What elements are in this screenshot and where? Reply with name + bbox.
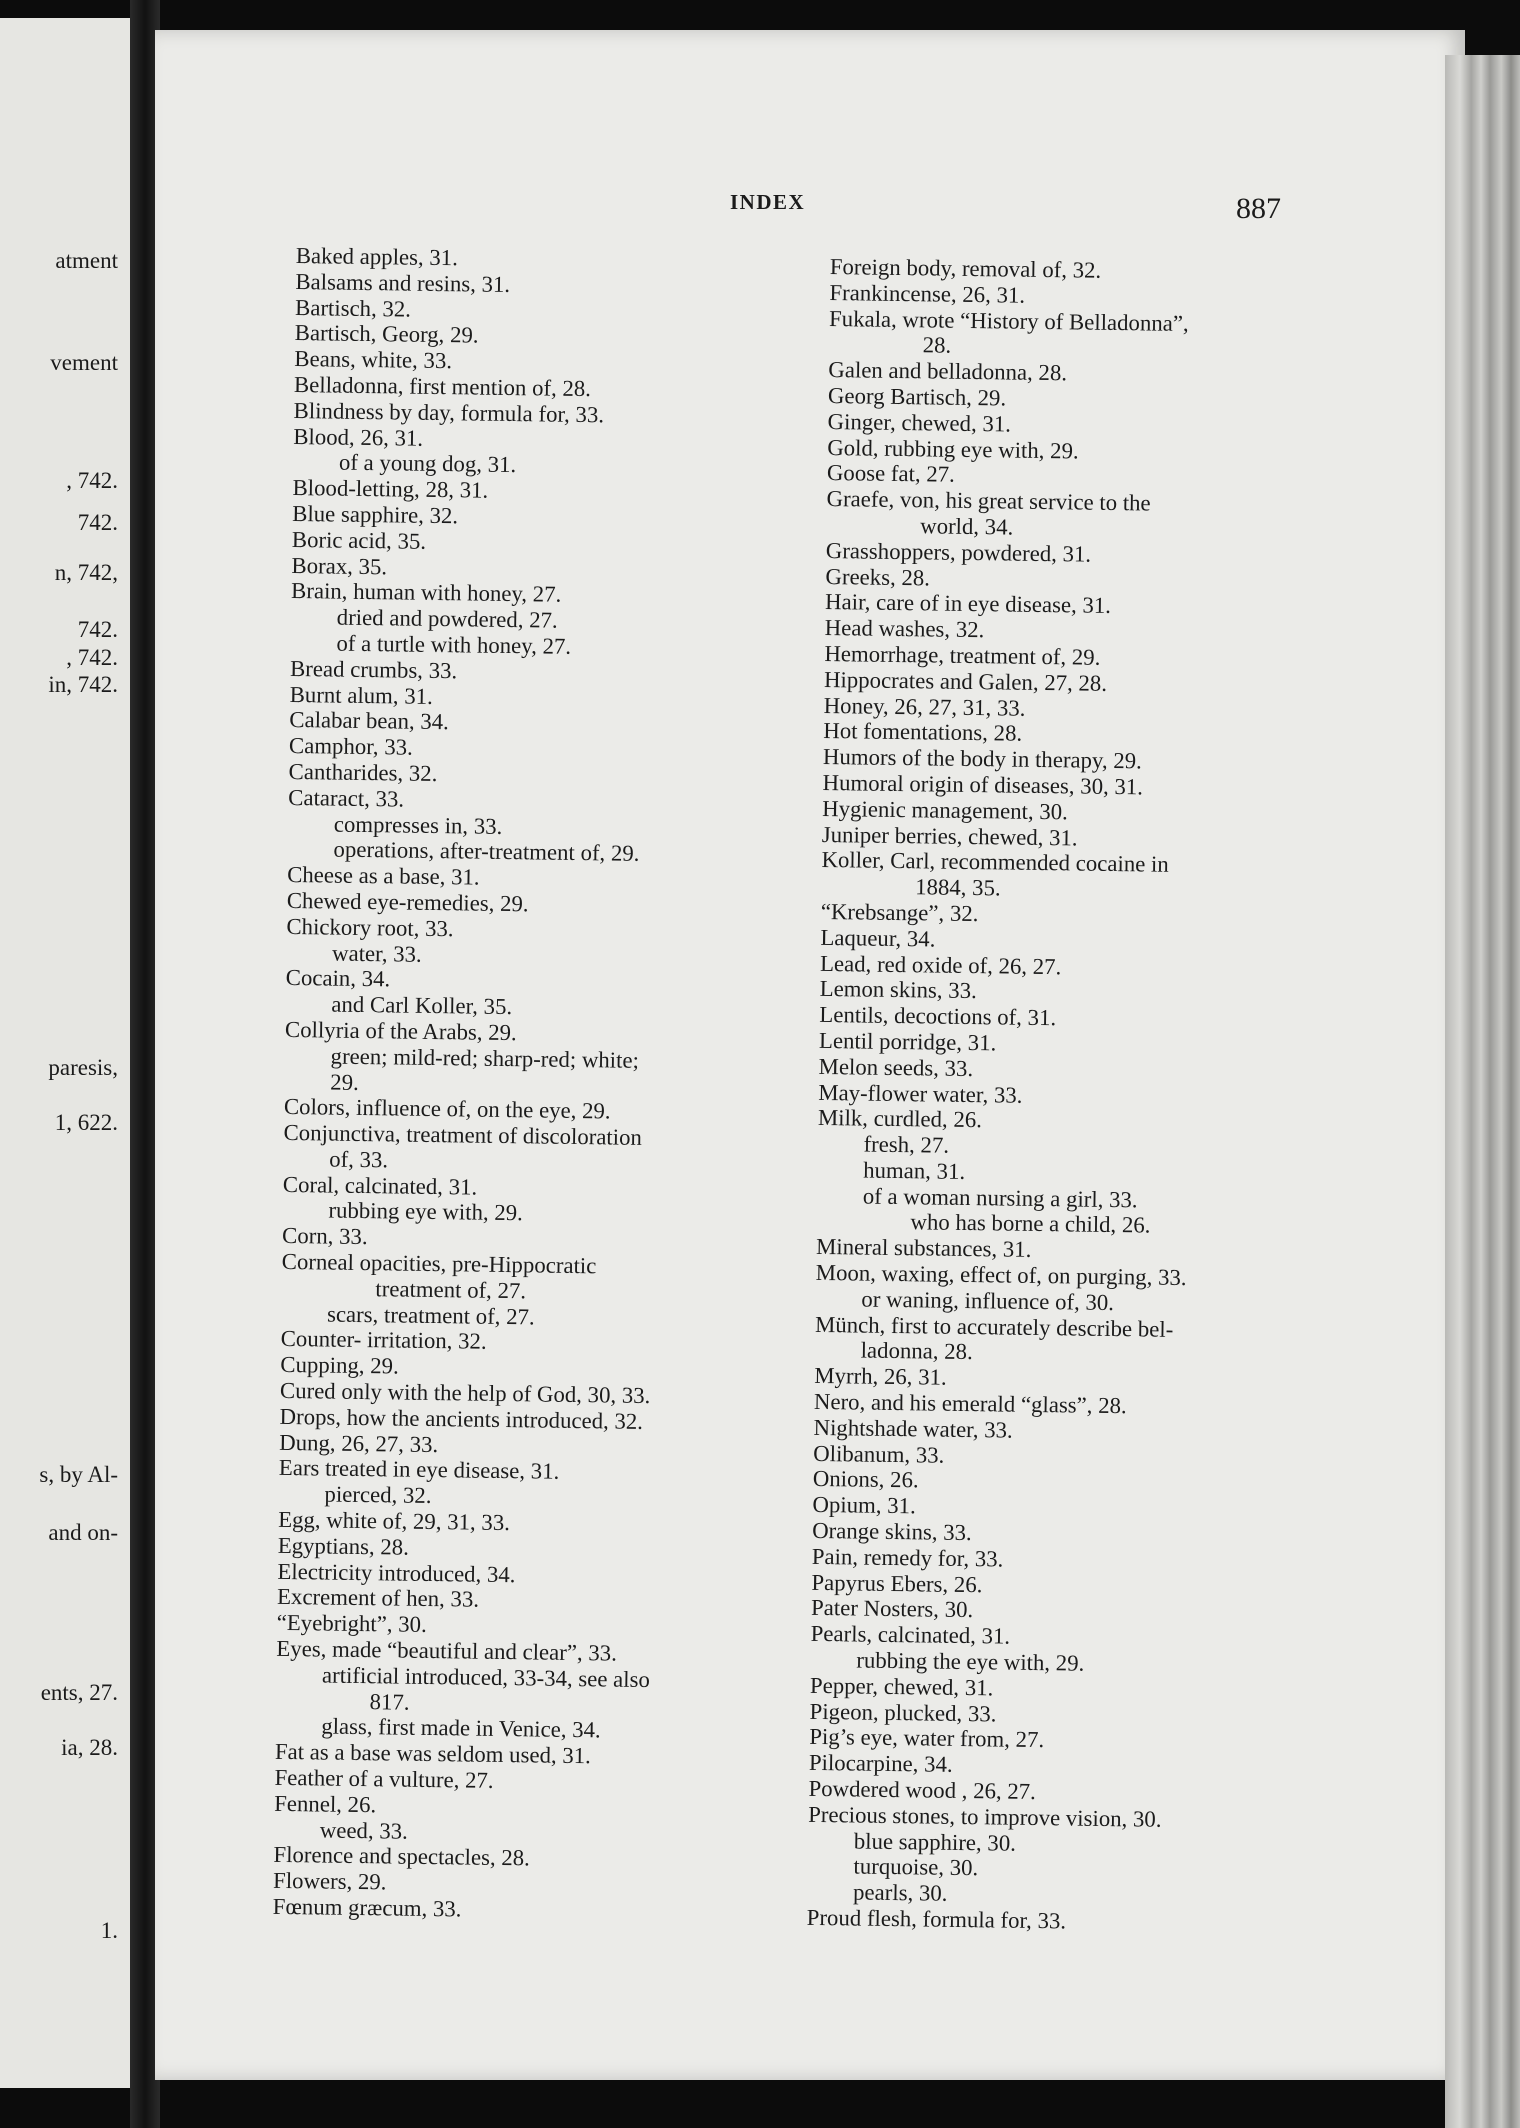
index-subentry: treatment of, 27. <box>375 1276 527 1304</box>
index-entry: Counter- irritation, 32. <box>280 1326 487 1355</box>
index-entry: Pig’s eye, water from, 27. <box>809 1724 1045 1753</box>
index-entry: Feather of a vulture, 27. <box>274 1764 494 1793</box>
index-entry: Head washes, 32. <box>824 615 985 643</box>
facing-page-fragment: , 742. <box>66 645 118 670</box>
index-entry: Hemorrhage, treatment of, 29. <box>824 640 1101 670</box>
index-entry: Olibanum, 33. <box>813 1440 945 1468</box>
index-entry: Fat as a base was seldom used, 31. <box>274 1739 592 1769</box>
index-subentry: operations, after-treatment of, 29. <box>333 836 640 867</box>
facing-page-fragment: 1, 622. <box>54 1110 118 1135</box>
index-entry: “Eyebright”, 30. <box>276 1610 427 1638</box>
index-entry: Blindness by day, formula for, 33. <box>293 397 605 428</box>
index-subentry: world, 34. <box>920 513 1014 540</box>
index-entry: Galen and belladonna, 28. <box>828 357 1068 386</box>
index-subentry: artificial introduced, 33-34, see also <box>321 1662 651 1692</box>
index-entry: Corneal opacities, pre-Hippocratic <box>281 1248 597 1279</box>
index-entry: Moon, waxing, effect of, on purging, 33. <box>815 1259 1187 1291</box>
index-subentry: weed, 33. <box>319 1817 409 1844</box>
index-subentry: rubbing eye with, 29. <box>328 1198 524 1226</box>
index-entry: Papyrus Ebers, 26. <box>811 1569 983 1597</box>
index-entry: Boric acid, 35. <box>291 526 427 554</box>
index-entry: Nightshade water, 33. <box>813 1414 1013 1443</box>
index-subentry: scars, treatment of, 27. <box>326 1301 535 1330</box>
index-subentry: of, 33. <box>329 1146 389 1173</box>
index-subentry: 29. <box>330 1069 359 1095</box>
index-subentry: dried and powdered, 27. <box>336 604 558 633</box>
index-entry: Chewed eye-remedies, 29. <box>286 887 529 917</box>
index-entry: Cataract, 33. <box>288 784 405 812</box>
index-entry: Blue sapphire, 32. <box>292 500 459 529</box>
facing-page-fragment: n, 742, <box>54 560 118 585</box>
index-entry: Lead, red oxide of, 26, 27. <box>819 950 1062 979</box>
index-subentry: compresses in, 33. <box>333 811 503 839</box>
index-entry: Grasshoppers, powdered, 31. <box>825 537 1092 567</box>
index-subentry: pierced, 32. <box>324 1481 432 1509</box>
index-entry: Laqueur, 34. <box>820 924 936 952</box>
index-entry: Pigeon, plucked, 33. <box>809 1698 997 1727</box>
facing-page-fragment: , 742. <box>66 468 118 493</box>
index-entry: Cantharides, 32. <box>288 758 438 786</box>
index-entry: Cupping, 29. <box>280 1352 399 1379</box>
facing-page-fragment: vement <box>50 350 118 375</box>
index-entry: Georg Bartisch, 29. <box>827 382 1007 411</box>
index-column-left <box>273 243 756 1926</box>
index-entry: Fœnum græcum, 33. <box>272 1893 462 1922</box>
index-entry: Fukala, wrote “History of Belladonna”, <box>828 305 1189 336</box>
index-entry: Ginger, chewed, 31. <box>827 408 1012 437</box>
index-subentry: who has borne a child, 26. <box>910 1209 1151 1239</box>
index-entry: Myrrh, 26, 31. <box>814 1363 947 1391</box>
index-entry: Lemon skins, 33. <box>819 976 977 1004</box>
index-entry: Egg, white of, 29, 31, 33. <box>278 1506 511 1536</box>
index-entry: Excrement of hen, 33. <box>276 1584 480 1613</box>
index-entry: Juniper berries, chewed, 31. <box>821 821 1078 851</box>
left-page-edge <box>0 18 140 2088</box>
index-entry: Graefe, von, his great service to the <box>826 486 1151 516</box>
index-subentry: fresh, 27. <box>863 1131 950 1158</box>
index-entry: Humors of the body in therapy, 29. <box>822 744 1143 774</box>
index-column-right <box>807 254 1300 1937</box>
index-entry: Humoral origin of diseases, 30, 31. <box>822 769 1144 800</box>
index-entry: Blood-letting, 28, 31. <box>292 475 489 503</box>
index-entry: Flowers, 29. <box>272 1868 387 1895</box>
index-entry: Burnt alum, 31. <box>289 681 433 709</box>
index-entry: Goose fat, 27. <box>826 460 955 488</box>
index-entry: Proud flesh, formula for, 33. <box>806 1904 1067 1934</box>
index-entry: Bread crumbs, 33. <box>289 655 458 684</box>
index-entry: Beans, white, 33. <box>294 346 453 374</box>
page-edges <box>1445 55 1520 2128</box>
index-entry: Eyes, made “beautiful and clear”, 33. <box>276 1635 618 1666</box>
index-entry: Ears treated in eye disease, 31. <box>278 1455 560 1485</box>
index-subentry: of a young dog, 31. <box>338 449 517 478</box>
index-entry: Balsams and resins, 31. <box>295 268 511 297</box>
index-subentry: glass, first made in Venice, 34. <box>321 1713 601 1743</box>
index-entry: Dung, 26, 27, 33. <box>279 1429 439 1457</box>
index-entry: Honey, 26, 27, 31, 33. <box>823 692 1026 721</box>
index-subentry: ladonna, 28. <box>860 1338 973 1365</box>
index-entry: Cocain, 34. <box>285 965 391 992</box>
facing-page-fragment: 742. <box>77 617 118 642</box>
index-entry: Collyria of the Arabs, 29. <box>284 1016 517 1046</box>
index-entry: Belladonna, first mention of, 28. <box>293 371 592 402</box>
index-entry: Lentils, decoctions of, 31. <box>819 1002 1057 1031</box>
index-entry: Pain, remedy for, 33. <box>811 1543 1004 1572</box>
index-entry: Coral, calcinated, 31. <box>282 1171 478 1200</box>
index-entry: Baked apples, 31. <box>295 243 459 271</box>
index-entry: Foreign body, removal of, 32. <box>829 254 1102 283</box>
facing-page-fragment: ents, 27. <box>40 1680 118 1705</box>
index-entry: Colors, influence of, on the eye, 29. <box>283 1094 611 1124</box>
index-entry: Electricity introduced, 34. <box>277 1558 516 1587</box>
index-entry: Hippocrates and Galen, 27, 28. <box>823 666 1108 696</box>
index-subentry: 28. <box>922 332 952 359</box>
index-entry: Mineral substances, 31. <box>815 1234 1032 1263</box>
index-subentry: blue sapphire, 30. <box>853 1828 1017 1856</box>
page-number: 887 <box>1236 192 1281 225</box>
facing-page-fragment: 1. <box>100 1918 118 1943</box>
index-entry: Blood, 26, 31. <box>293 423 424 451</box>
facing-page-fragment: ia, 28. <box>61 1735 118 1760</box>
index-entry: Egyptians, 28. <box>277 1532 410 1560</box>
index-entry: Hair, care of in eye disease, 31. <box>824 589 1112 619</box>
index-entry: Powdered wood , 26, 27. <box>808 1775 1037 1805</box>
index-entry: Orange skins, 33. <box>812 1517 972 1546</box>
index-subentry: and Carl Koller, 35. <box>331 991 513 1020</box>
index-entry: Frankincense, 26, 31. <box>829 279 1026 308</box>
index-entry: Onions, 26. <box>812 1466 919 1493</box>
facing-page-fragment: and on- <box>48 1520 118 1545</box>
index-subentry: green; mild-red; sharp-red; white; <box>330 1043 640 1073</box>
index-subentry: water, 33. <box>331 940 422 967</box>
index-entry: “Krebsange”, 32. <box>820 898 979 927</box>
index-entry: Conjunctiva, treatment of discoloration <box>283 1120 643 1151</box>
index-subentry: pearls, 30. <box>852 1879 948 1907</box>
facing-page-fragment: 742. <box>77 510 118 535</box>
index-subentry: of a woman nursing a girl, 33. <box>862 1183 1138 1213</box>
index-entry: Precious stones, to improve vision, 30. <box>808 1801 1162 1832</box>
index-entry: Corn, 33. <box>281 1223 368 1250</box>
index-entry: Fennel, 26. <box>274 1790 377 1818</box>
index-entry: Cheese as a base, 31. <box>287 862 480 890</box>
index-entry: Koller, Carl, recommended cocaine in <box>821 847 1169 878</box>
index-entry: Bartisch, Georg, 29. <box>294 320 479 348</box>
index-entry: Melon seeds, 33. <box>818 1053 974 1081</box>
facing-page-fragment: paresis, <box>48 1055 118 1080</box>
index-subentry: rubbing the eye with, 29. <box>856 1647 1085 1676</box>
index-entry: Brain, human with honey, 27. <box>290 578 562 608</box>
index-entry: Lentil porridge, 31. <box>818 1027 997 1056</box>
index-entry: Camphor, 33. <box>288 733 413 760</box>
index-entry: Pater Nosters, 30. <box>810 1595 974 1623</box>
index-entry: Calabar bean, 34. <box>289 707 450 735</box>
index-entry: Bartisch, 32. <box>294 294 412 322</box>
index-entry: Florence and spectacles, 28. <box>273 1842 531 1871</box>
index-entry: Gold, rubbing eye with, 29. <box>827 434 1079 464</box>
index-entry: Hot fomentations, 28. <box>823 718 1023 747</box>
index-subentry: or waning, influence of, 30. <box>861 1286 1115 1315</box>
facing-page-fragment: atment <box>55 248 118 273</box>
index-subentry: turquoise, 30. <box>853 1853 979 1881</box>
index-entry: Greeks, 28. <box>825 563 931 590</box>
index-entry: Cured only with the help of God, 30, 33. <box>279 1377 651 1409</box>
index-subentry: of a turtle with honey, 27. <box>336 630 572 659</box>
index-entry: Pearls, calcinated, 31. <box>810 1621 1011 1649</box>
index-entry: Hygienic management, 30. <box>822 795 1069 825</box>
index-entry: Pepper, chewed, 31. <box>809 1672 994 1701</box>
index-entry: Borax, 35. <box>291 552 388 579</box>
facing-page-fragment: in, 742. <box>48 672 118 697</box>
index-entry: Drops, how the ancients introduced, 32. <box>279 1403 644 1434</box>
index-entry: May-flower water, 33. <box>818 1079 1023 1108</box>
index-entry: Nero, and his emerald “glass”, 28. <box>813 1388 1127 1419</box>
index-entry: Chickory root, 33. <box>286 913 454 941</box>
index-entry: Münch, first to accurately describe bel- <box>814 1311 1174 1342</box>
index-subentry: 817. <box>369 1688 410 1715</box>
facing-page-fragment: s, by Al- <box>39 1462 118 1487</box>
index-subentry: human, 31. <box>863 1157 966 1184</box>
index-entry: Opium, 31. <box>812 1492 916 1519</box>
running-head: INDEX <box>730 190 806 214</box>
index-entry: Milk, curdled, 26. <box>817 1105 983 1133</box>
index-subentry: 1884, 35. <box>914 874 1001 901</box>
index-entry: Pilocarpine, 34. <box>808 1750 953 1778</box>
